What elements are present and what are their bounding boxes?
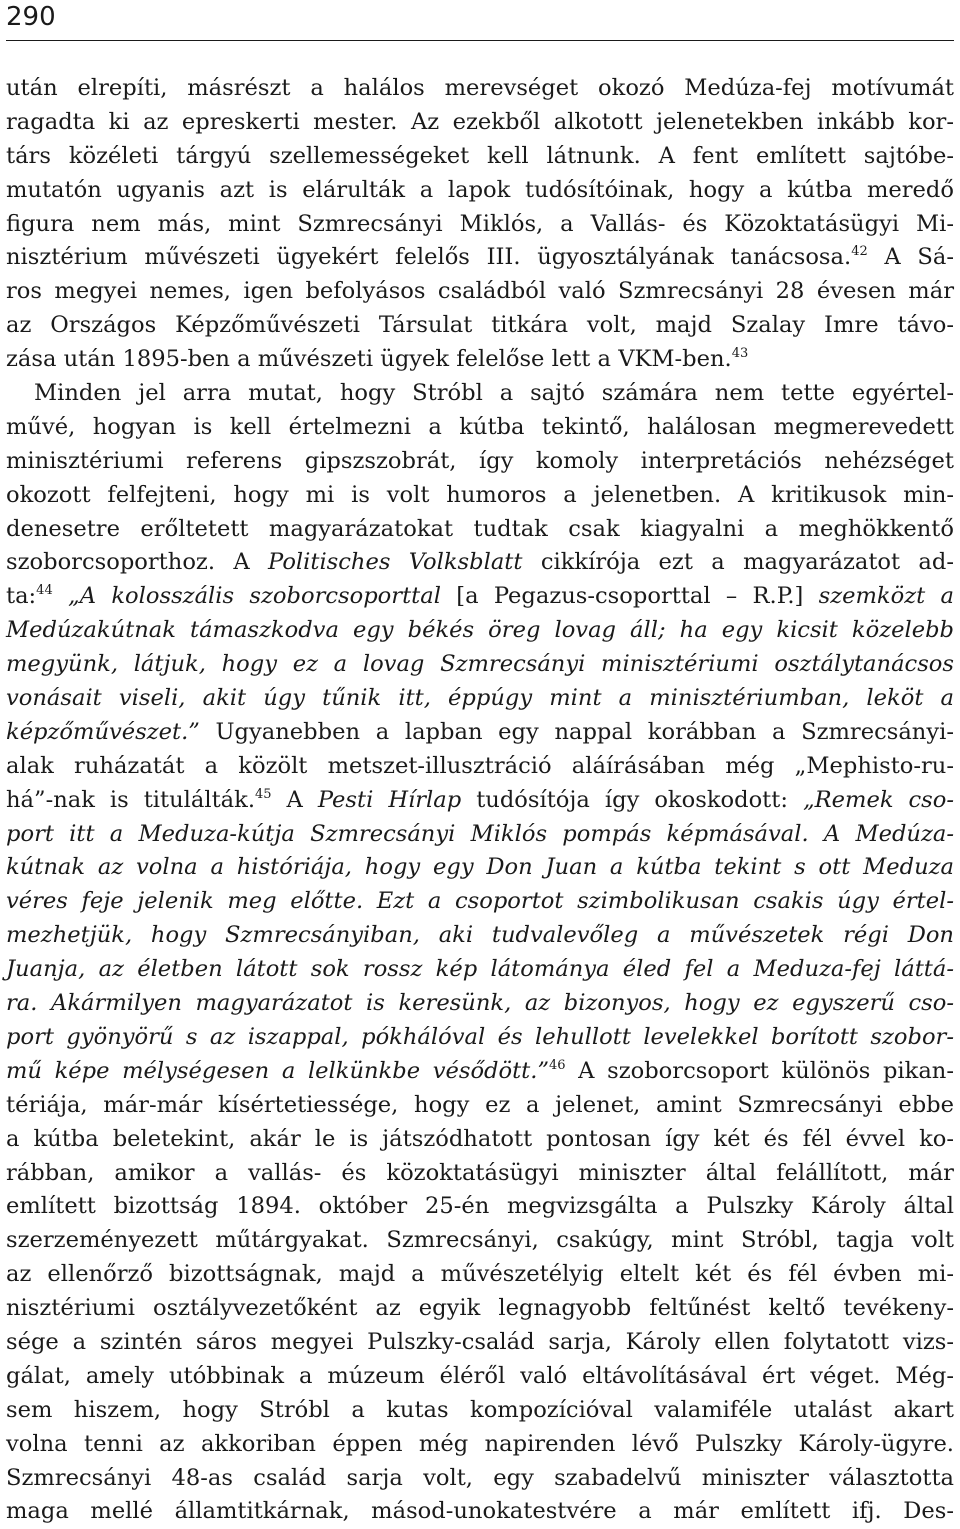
text-line: gálat, amely utóbbinak a múzeum éléről való eltávolításával ért véget. Még-	[6, 1362, 954, 1389]
text-line: Juanja, az életben látott sok rossz kép látománya éled fel a Meduza-fej láttá-	[6, 956, 954, 983]
text-line: ta:$^{44}$ „A kolosszális szoborcsoporttal [a Pegazus-csoporttal – R.P.] szemközt a	[6, 583, 954, 610]
text-line: figura nem más, mint Szmrecsányi Miklós, a Vallás- és Közoktatásügyi Mi-	[6, 210, 954, 237]
text-line: nisztérium művészeti ügyekért felelős III. ügyosztályának tanácsosa.$^{42}$ A Sá-	[6, 244, 954, 271]
text-line: sége a szintén sáros megyei Pulszky-család sarja, Károly ellen folytatott vizs-	[6, 1328, 954, 1355]
footnote-ref: 45	[255, 786, 272, 802]
footnote-ref: 44	[36, 583, 53, 599]
text-line: az Országos Képzőművészeti Társulat titkára volt, majd Szalay Imre távo-	[6, 312, 954, 339]
body-text	[6, 72, 954, 1529]
italic-quote: „A kolosszális szoborcsoporttal	[68, 583, 441, 610]
text-line: maga mellé államtitkárnak, másod-unokatestvére a már említett ifj. Des-	[6, 1498, 954, 1525]
text-line: Minden jel arra mutat, hogy Stróbl a sajtó számára nem tette egyértel-	[34, 380, 954, 407]
text-line: denesetre erőltetett magyarázatokat tudtak csak kiagyalni a meghökkentő	[6, 515, 954, 542]
text-line: mutatón ugyanis azt is elárulták a lapok tudósítóinak, hogy a kútba meredő	[6, 176, 954, 203]
text-line: említett bizottság 1894. október 25-én megvizsgálta a Pulszky Károly által	[6, 1193, 954, 1220]
text-line: a kútba beletekint, akár le is játszódhatott pontosan így két és fél évvel ko-	[6, 1125, 954, 1152]
text-line: alak ruházatát a közölt metszet-illusztráció aláírásában még „Mephisto-ru-	[6, 752, 954, 779]
text-line: nisztériumi osztályvezetőként az egyik legnagyobb feltűnést keltő tevékeny-	[6, 1295, 954, 1322]
text-line: minisztériumi referens gipszszobrát, így komoly interpretációs nehézséget	[6, 447, 954, 474]
italic-quote: szemközt a	[818, 583, 954, 610]
text-line: képzőművészet.” Ugyanebben a lapban egy nappal korábban a Szmrecsányi-	[6, 718, 954, 745]
text-line: ra. Akármilyen magyarázatot is keresünk, az bizonyos, hogy ez egyszerű cso-	[6, 990, 954, 1017]
text-line: Medúzakútnak támaszkodva egy békés öreg lovag áll; ha egy kicsit közelebb	[6, 617, 954, 644]
text-line: Szmrecsányi 48-as család sarja volt, egy szabadelvű miniszter választotta	[6, 1464, 954, 1491]
page-number: 290	[6, 2, 56, 32]
text-line: port itt a Meduza-kútja Szmrecsányi Miklós pompás képmásával. A Medúza-	[6, 820, 954, 847]
italic-quote: „Remek cso-	[802, 786, 955, 813]
text-line: port gyönyörű s az iszappal, pókhálóval és lehullott levelekkel borított szobor-	[6, 1023, 954, 1050]
text-line: művé, hogyan is kell értelmezni a kútba tekintő, halálosan megmerevedett	[6, 413, 954, 440]
text-line: kútnak az volna a históriája, hogy egy Don Juan a kútba tekint s ott Meduza	[6, 854, 954, 881]
text-line: mű képe mélységesen a lelkünkbe vésődött.”$^{46}$ A szoborcsoport különös pikan-	[6, 1057, 954, 1084]
text-line: társ közéleti tárgyú szellemességeket kell látnunk. A fent említett sajtóbe-	[6, 142, 954, 169]
header-rule	[6, 40, 954, 41]
footnote-ref: 46	[549, 1057, 566, 1073]
text-line: után elrepíti, másrészt a halálos merevséget okozó Medúza-fej motívumát	[6, 75, 954, 101]
text-line: szoborcsoporthoz. A Politisches Volksblatt cikkírója ezt a magyarázatot ad-	[6, 549, 954, 576]
text-line: sem hiszem, hogy Stróbl a kutas kompozícióval valamiféle utalást akart	[6, 1396, 954, 1423]
text-line: az ellenőrző bizottságnak, majd a művészetélyig eltelt két és fél évben mi-	[6, 1261, 954, 1288]
text-line: tériája, már-már kísértetiessége, hogy ez a jelenet, amint Szmrecsányi ebbe	[6, 1091, 954, 1118]
footnote-ref: 42	[851, 244, 868, 260]
text-line: ragadta ki az epreskerti mester. Az ezekből alkotott jelenetekben inkább kor-	[6, 108, 954, 135]
footnote-ref: 43	[731, 346, 749, 362]
text-line: vonásait viseli, akit úgy tűnik itt, éppúgy mint a minisztériumban, leköt a	[6, 685, 954, 712]
text-line: zása után 1895-ben a művészeti ügyek felelőse lett a VKM-ben.$^{43}$	[6, 346, 749, 373]
text-line: há”-nak is titulálták.$^{45}$ A Pesti Hírlap tudósítója így okoskodott: „Remek cso-	[6, 786, 955, 813]
text-line: ros megyei nemes, igen befolyásos családból való Szmrecsányi 28 évesen már	[6, 278, 954, 305]
text-line: szerzeményezett műtárgyakat. Szmrecsányi, csakúgy, mint Stróbl, tagja volt	[6, 1227, 954, 1254]
italic-title: Politisches Volksblatt	[268, 549, 523, 576]
text-line: véres feje jelenik meg előtte. Ezt a csoportot szimbolikusan csakis úgy értel-	[6, 888, 954, 915]
text-line: rábban, amikor a vallás- és közoktatásügyi miniszter által felállított, már	[6, 1159, 954, 1186]
italic-title: Pesti Hírlap	[317, 786, 462, 813]
text-line: mezhetjük, hogy Szmrecsányiban, aki tudvalevőleg a művészetek régi Don	[6, 922, 954, 949]
text-line: volna tenni az akkoriban éppen még napirenden lévő Pulszky Károly-ügyre.	[6, 1430, 954, 1457]
text-line: megyünk, látjuk, hogy ez a lovag Szmrecsányi minisztériumi osztálytanácsos	[6, 651, 954, 678]
text-line: okozott felfejteni, hogy mi is volt humoros a jelenetben. A kritikusok min-	[6, 481, 954, 508]
